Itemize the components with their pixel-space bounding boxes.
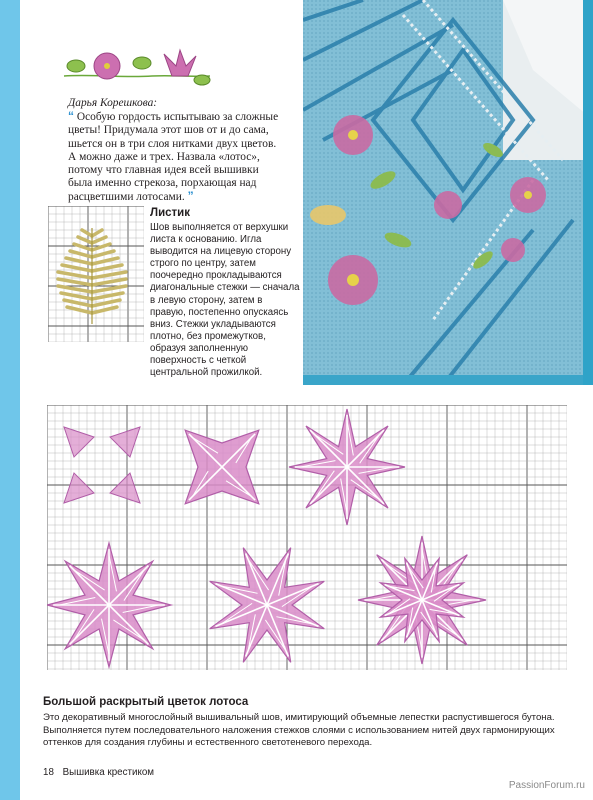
leaf-stitch — [92, 286, 126, 292]
quote-author: Дарья Корешкова: — [68, 97, 158, 109]
lotus-corner-petal — [110, 427, 140, 457]
quote-line: Особую гордость испытываю за сложные — [76, 111, 279, 124]
leaf-stitch — [58, 286, 92, 292]
page-footer — [43, 767, 154, 778]
quote-line: расцветшими лотосами. — [68, 191, 185, 204]
site-watermark: PassionForum.ru — [508, 780, 585, 791]
leaf-stitch — [92, 279, 126, 285]
quote-line: потому что главная идея всей вышивки — [68, 164, 259, 177]
quote-line: была именно стрекоза, порхающая над — [68, 177, 257, 190]
lotus-stitch-description: Это декоративный многослойный вышивальный шов, имитирующий объемные лепестки распустившегося бутона. Выполняется путем последовательного наложения стежков слоями с использованием нитей двух гармонирующих оттенков для создания глубины и естественного светотеневого перехода. — [43, 712, 555, 749]
lotus-stitch-diagram — [47, 405, 567, 670]
author-quote — [68, 97, 293, 205]
decorative-flowers-illustration — [62, 46, 212, 96]
lotus-stitch-title: Большой раскрытый цветок лотоса — [43, 696, 249, 708]
lotus-corner-petal — [64, 427, 94, 457]
leaf-stitch-description: Шов выполняется от верхушки листа к основанию. Игла выводится на лицевую сторону строго по центру, затем поочередно прокладываются диагональные стежки — сначала в левую сторону, затем в правую, постепенно опускаясь вниз. Стежки укладываются плотно, без промежутков, образуя заполненную поверхность с четкой центральной прожилкой. — [150, 222, 300, 379]
leaf-stitch-diagram — [48, 206, 144, 342]
leaf-stitch — [92, 244, 110, 250]
embroidery-photo — [303, 0, 593, 385]
lotus-corner-petal — [64, 473, 94, 503]
lotus-corner-petal — [110, 473, 140, 503]
quote-line: А можно даже и трех. Назвала «лотос», — [68, 150, 260, 163]
close-quote-mark: ” — [187, 189, 194, 204]
leaf-stitch — [92, 230, 102, 236]
leaf-stitch-title: Листик — [150, 207, 190, 219]
quote-line: цветы! Придумала этот шов от и до сама, — [68, 124, 269, 137]
leaf-stitch — [92, 272, 126, 278]
left-color-stripe — [0, 0, 20, 800]
magazine-title: Вышивка крестиком — [62, 767, 155, 778]
page-number: 18 — [43, 767, 54, 778]
leaf-stitch — [74, 244, 92, 250]
open-quote-mark: “ — [68, 109, 74, 124]
leaf-stitch — [58, 272, 92, 278]
leaf-stitch — [58, 279, 92, 285]
quote-line: шьется он в три слоя нитками двух цветов. — [68, 137, 277, 150]
